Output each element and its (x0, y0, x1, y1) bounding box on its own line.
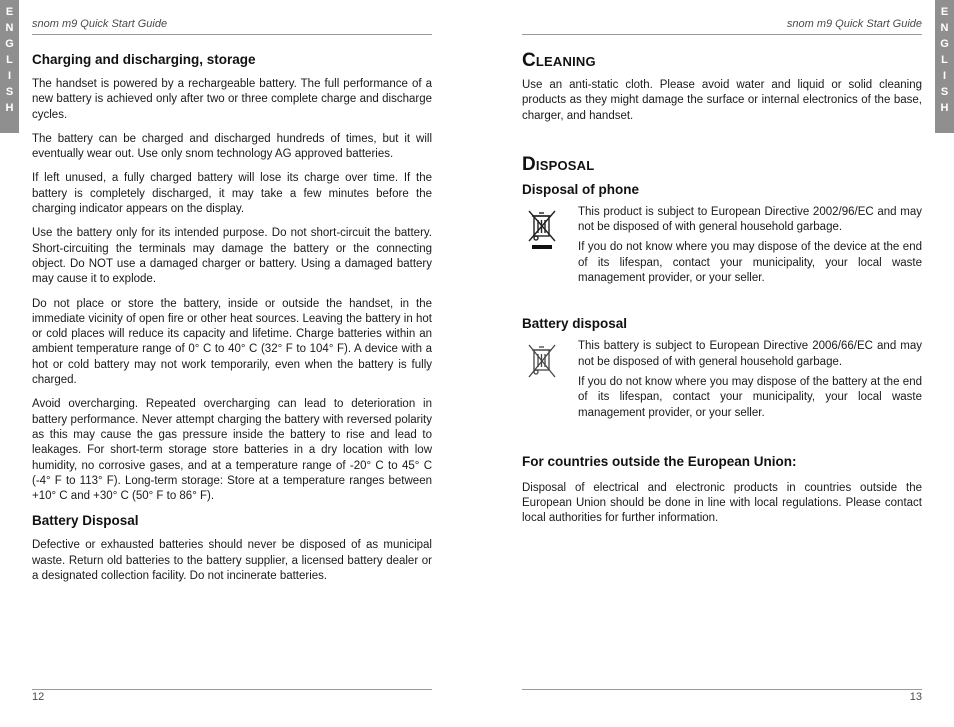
tab-letter: H (940, 102, 949, 114)
disposal-battery-text (578, 339, 922, 425)
tab-letter: I (942, 70, 947, 82)
disposal-battery-block (522, 339, 922, 425)
language-tab-right (935, 0, 954, 133)
language-tab-left (0, 0, 19, 133)
left-page (32, 0, 432, 727)
right-page (522, 0, 922, 727)
disposal-phone-block (522, 205, 922, 291)
paragraph: Use the battery only for its intended purpose. Do not short-circuit the battery. Short-circuiting the terminals may damage the battery or the connecting object. Do NOT use a damaged charger or battery. Using a damaged battery may cause it to explode. (32, 227, 432, 286)
tab-letter: I (7, 70, 12, 82)
section-heading-charging: Charging and discharging, storage (32, 52, 256, 67)
tab-letter: E (5, 6, 14, 18)
tab-letter: S (5, 86, 14, 98)
subheading-battery-disposal: Battery disposal (522, 316, 628, 332)
paragraph: If left unused, a fully charged battery will lose its charge over time. If the battery is completely discharged, it may take a few minutes before the charging indicator appears on the display. (32, 172, 432, 216)
paragraph: Use an anti-static cloth. Please avoid water and liquid or solid cleaning products as they might damage the surface or internal electronics of the base, charger, and handset. (522, 79, 922, 122)
section-heading-disposal: Disposal (522, 153, 595, 175)
page-number: 13 (522, 689, 922, 703)
tab-letter: H (5, 102, 14, 114)
crossed-out-wheelie-bin-icon (522, 339, 578, 386)
tab-letter: S (940, 86, 949, 98)
left-page-content (32, 52, 432, 593)
disposal-phone-text (578, 205, 922, 291)
subheading-non-eu: For countries outside the European Union: (522, 453, 797, 469)
right-page-content (522, 50, 922, 536)
tab-letter: G (5, 38, 14, 50)
paragraph: If you do not know where you may dispose of the battery at the end of its lifespan, contact your municipality, your local waste management provider, or your seller. (578, 375, 922, 419)
paragraph: Disposal of electrical and electronic products in countries outside the European Union should be done in line with local regulations. Please contact local authorities for further information. (522, 481, 922, 525)
running-head: snom m9 Quick Start Guide (32, 18, 432, 35)
page-number: 12 (32, 689, 432, 703)
paragraph: Defective or exhausted batteries should never be disposed of as municipal waste. Return old batteries to the battery supplier, a licensed battery dealer or a designated collection facility. Do not incinerate batteries. (32, 539, 432, 583)
tab-letter: L (6, 54, 13, 66)
paragraph: The battery can be charged and discharged hundreds of times, but it will eventually wear out. Use only snom technology AG approved batteries. (32, 132, 432, 161)
paragraph: The handset is powered by a rechargeable battery. The full performance of a new battery is achieved only after two or three complete charge and discharge cycles. (32, 78, 432, 121)
paragraph: Do not place or store the battery, inside or outside the handset, in the immediate vicinity of open fire or other heat sources. Leaving the battery in hot or cold places will reduce its capacity and lifetime. Charge batteries within an ambient temperature range of 0° C to 40° C (32° F to 104° F). A device with a hot or cold battery may not work temporarily, even when the battery is fully charged. (32, 297, 432, 387)
tab-letter: E (940, 6, 949, 18)
tab-letter: G (940, 38, 949, 50)
crossed-out-wheelie-bin-icon (522, 205, 578, 256)
paragraph: Avoid overcharging. Repeated overcharging can lead to deterioration in battery performance. Never attempt charging the battery with reversed polarity as this may cause the gas pressure inside the battery to rise and lead to leakages. For short-term storage store batteries in a dry location with low humidity, no corrosive gases, and at a temperature range of -20° C to 45° C (-4° F to 113° F). Long-term storage: Store at a temperature ranges between +10° C and +30° C (50° F to 86° F). (32, 398, 432, 503)
subheading-disposal-of-phone: Disposal of phone (522, 181, 640, 197)
paragraph: This product is subject to European Directive 2002/96/EC and may not be disposed of with general household garbage. (578, 205, 922, 234)
paragraph: This battery is subject to European Directive 2006/66/EC and may not be disposed of with general household garbage. (578, 340, 922, 368)
section-heading-battery-disposal: Battery Disposal (32, 513, 139, 529)
tab-letter: N (5, 22, 14, 34)
tab-letter: L (941, 54, 948, 66)
section-heading-cleaning: Cleaning (522, 50, 596, 71)
tab-letter: N (940, 22, 949, 34)
paragraph: If you do not know where you may dispose of the device at the end of its lifespan, contact your municipality, your local waste management provider, or your seller. (578, 241, 922, 285)
running-head: snom m9 Quick Start Guide (522, 18, 922, 35)
